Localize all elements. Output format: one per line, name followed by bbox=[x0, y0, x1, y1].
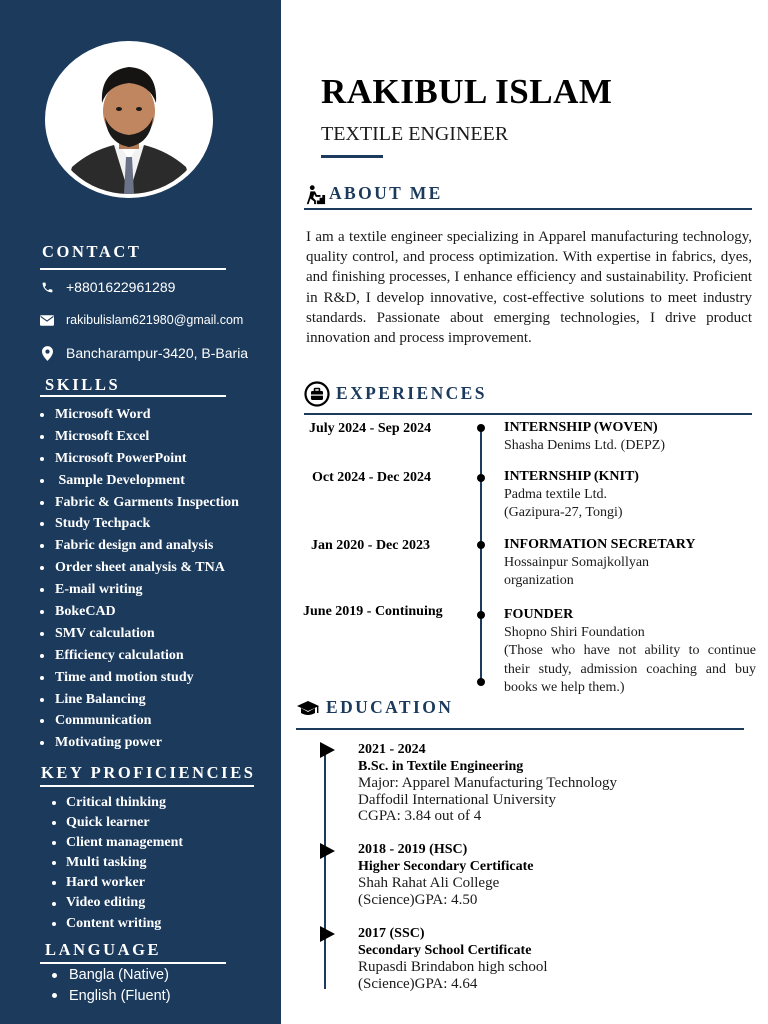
skills-heading: SKILLS bbox=[45, 375, 121, 394]
candidate-name: RAKIBUL ISLAM bbox=[321, 72, 613, 111]
list-item: Time and motion study bbox=[40, 667, 239, 689]
contact-address-row bbox=[40, 345, 248, 361]
proficiencies-heading: KEY PROFICIENCIES bbox=[41, 763, 256, 782]
experience-detail: Shasha Denims Ltd. (DEPZ) bbox=[504, 438, 665, 454]
person-climbing-icon bbox=[304, 184, 326, 211]
list-item: SMV calculation bbox=[40, 623, 239, 645]
education-timeline bbox=[324, 749, 326, 989]
experience-title: INTERNSHIP (KNIT) bbox=[504, 469, 639, 484]
language-heading: LANGUAGE bbox=[45, 940, 162, 959]
proficiencies-divider bbox=[40, 785, 254, 787]
list-item: Video editing bbox=[52, 893, 183, 913]
list-item: Critical thinking bbox=[52, 793, 183, 813]
contact-email-row bbox=[40, 313, 243, 327]
list-item: Microsoft Excel bbox=[40, 426, 239, 448]
list-item: Fabric & Garments Inspection bbox=[40, 492, 239, 514]
experience-date: Oct 2024 - Dec 2024 bbox=[312, 470, 431, 485]
list-item: BokeCAD bbox=[40, 601, 239, 623]
list-item: E-mail writing bbox=[40, 579, 239, 601]
list-item: Fabric design and analysis bbox=[40, 535, 239, 557]
sidebar bbox=[0, 0, 281, 1024]
language-list bbox=[52, 965, 171, 1006]
list-item: Bangla (Native) bbox=[52, 965, 171, 986]
timeline-dot bbox=[477, 474, 485, 482]
education-degree: Secondary School Certificate bbox=[358, 942, 532, 958]
education-degree: B.Sc. in Textile Engineering bbox=[358, 758, 524, 774]
experience-date: July 2024 - Sep 2024 bbox=[309, 421, 432, 436]
experience-detail: organization bbox=[504, 573, 574, 589]
list-item: English (Fluent) bbox=[52, 986, 171, 1007]
experience-title: INTERNSHIP (WOVEN) bbox=[504, 420, 658, 435]
experience-date: June 2019 - Continuing bbox=[303, 604, 443, 619]
timeline-dot bbox=[477, 678, 485, 686]
list-item: Quick learner bbox=[52, 813, 183, 833]
experience-note: (Those who have not ability to continue their study, admission coaching and buy books we help them.) bbox=[504, 643, 756, 695]
education-detail: (Science)GPA: 4.50 bbox=[358, 891, 478, 908]
timeline-arrow bbox=[320, 843, 335, 859]
contact-divider bbox=[40, 268, 226, 270]
list-item: Sample Development bbox=[40, 470, 239, 492]
education-entry bbox=[358, 926, 688, 992]
timeline-arrow bbox=[320, 926, 335, 942]
list-item: Content writing bbox=[52, 914, 183, 934]
education-year: 2017 (SSC) bbox=[358, 926, 425, 941]
experiences-heading: EXPERIENCES bbox=[336, 383, 487, 403]
experience-detail: Hossainpur Somajkollyan bbox=[504, 555, 650, 571]
experience-timeline bbox=[480, 427, 482, 683]
about-divider bbox=[304, 208, 752, 210]
list-item: Line Balancing bbox=[40, 689, 239, 711]
experience-detail: (Gazipura-27, Tongi) bbox=[504, 505, 623, 521]
phone-icon bbox=[40, 280, 54, 294]
experience-title: INFORMATION SECRETARY bbox=[504, 537, 696, 552]
language-divider bbox=[40, 962, 226, 964]
list-item: Communication bbox=[40, 710, 239, 732]
experience-detail: Shopno Shiri Foundation bbox=[504, 625, 645, 641]
contact-phone-row bbox=[40, 279, 175, 295]
experience-detail: Padma textile Ltd. bbox=[504, 487, 608, 503]
list-item: Motivating power bbox=[40, 732, 239, 754]
education-year: 2021 - 2024 bbox=[358, 742, 426, 757]
list-item: Multi tasking bbox=[52, 853, 183, 873]
title-accent-bar bbox=[321, 155, 383, 158]
list-item: Microsoft PowerPoint bbox=[40, 448, 239, 470]
list-item: Study Techpack bbox=[40, 513, 239, 535]
skills-divider bbox=[40, 395, 226, 397]
experiences-divider bbox=[304, 413, 752, 415]
graduation-cap-icon bbox=[296, 699, 320, 724]
education-detail: Rupasdi Brindabon high school bbox=[358, 959, 548, 976]
list-item: Hard worker bbox=[52, 873, 183, 893]
education-entry bbox=[358, 842, 688, 908]
about-text: I am a textile engineer specializing in Apparel manufacturing technology, quality control, and process optimization. With expertise in fabrics, dyes, and finishing processes, I enhance efficiency and sustainability. Proficient in R&D, I develop innovative, cost-effective solutions to meet industry standards. Passionate about emerging technologies, I drive product innovation and process improvement. bbox=[306, 229, 752, 347]
experience-entry bbox=[504, 606, 756, 697]
contact-heading: CONTACT bbox=[42, 242, 142, 261]
education-detail: (Science)GPA: 4.64 bbox=[358, 975, 478, 992]
education-detail: CGPA: 3.84 out of 4 bbox=[358, 808, 482, 825]
timeline-dot bbox=[477, 424, 485, 432]
profile-photo bbox=[50, 45, 208, 194]
list-item: Order sheet analysis & TNA bbox=[40, 557, 239, 579]
education-degree: Higher Secondary Certificate bbox=[358, 858, 534, 874]
contact-email[interactable]: rakibulislam621980@gmail.com bbox=[66, 313, 244, 327]
timeline-arrow bbox=[320, 742, 335, 758]
education-divider bbox=[296, 728, 744, 730]
location-pin-icon bbox=[40, 346, 54, 360]
experience-date: Jan 2020 - Dec 2023 bbox=[311, 538, 430, 553]
timeline-dot bbox=[477, 611, 485, 619]
timeline-dot bbox=[477, 541, 485, 549]
briefcase-icon bbox=[304, 381, 330, 412]
experience-entry bbox=[504, 536, 756, 591]
list-item: Client management bbox=[52, 833, 183, 853]
skills-list bbox=[40, 404, 239, 754]
experience-entry bbox=[504, 419, 756, 455]
about-heading: ABOUT ME bbox=[329, 183, 443, 203]
portrait-image bbox=[50, 45, 208, 194]
education-entry bbox=[358, 742, 688, 825]
list-item: Microsoft Word bbox=[40, 404, 239, 426]
education-detail: Major: Apparel Manufacturing Technology bbox=[358, 775, 618, 792]
contact-address: Bancharampur-3420, B-Baria bbox=[66, 345, 249, 361]
education-year: 2018 - 2019 (HSC) bbox=[358, 842, 468, 857]
experience-title: FOUNDER bbox=[504, 607, 574, 622]
contact-phone[interactable]: +8801622961289 bbox=[66, 279, 176, 295]
email-icon bbox=[40, 313, 54, 327]
list-item: Efficiency calculation bbox=[40, 645, 239, 667]
education-heading: EDUCATION bbox=[326, 697, 454, 717]
education-detail: Daffodil International University bbox=[358, 791, 557, 808]
candidate-role: TEXTILE ENGINEER bbox=[321, 123, 509, 145]
proficiencies-list bbox=[52, 793, 183, 934]
education-detail: Shah Rahat Ali College bbox=[358, 875, 500, 892]
experience-entry bbox=[504, 468, 756, 523]
